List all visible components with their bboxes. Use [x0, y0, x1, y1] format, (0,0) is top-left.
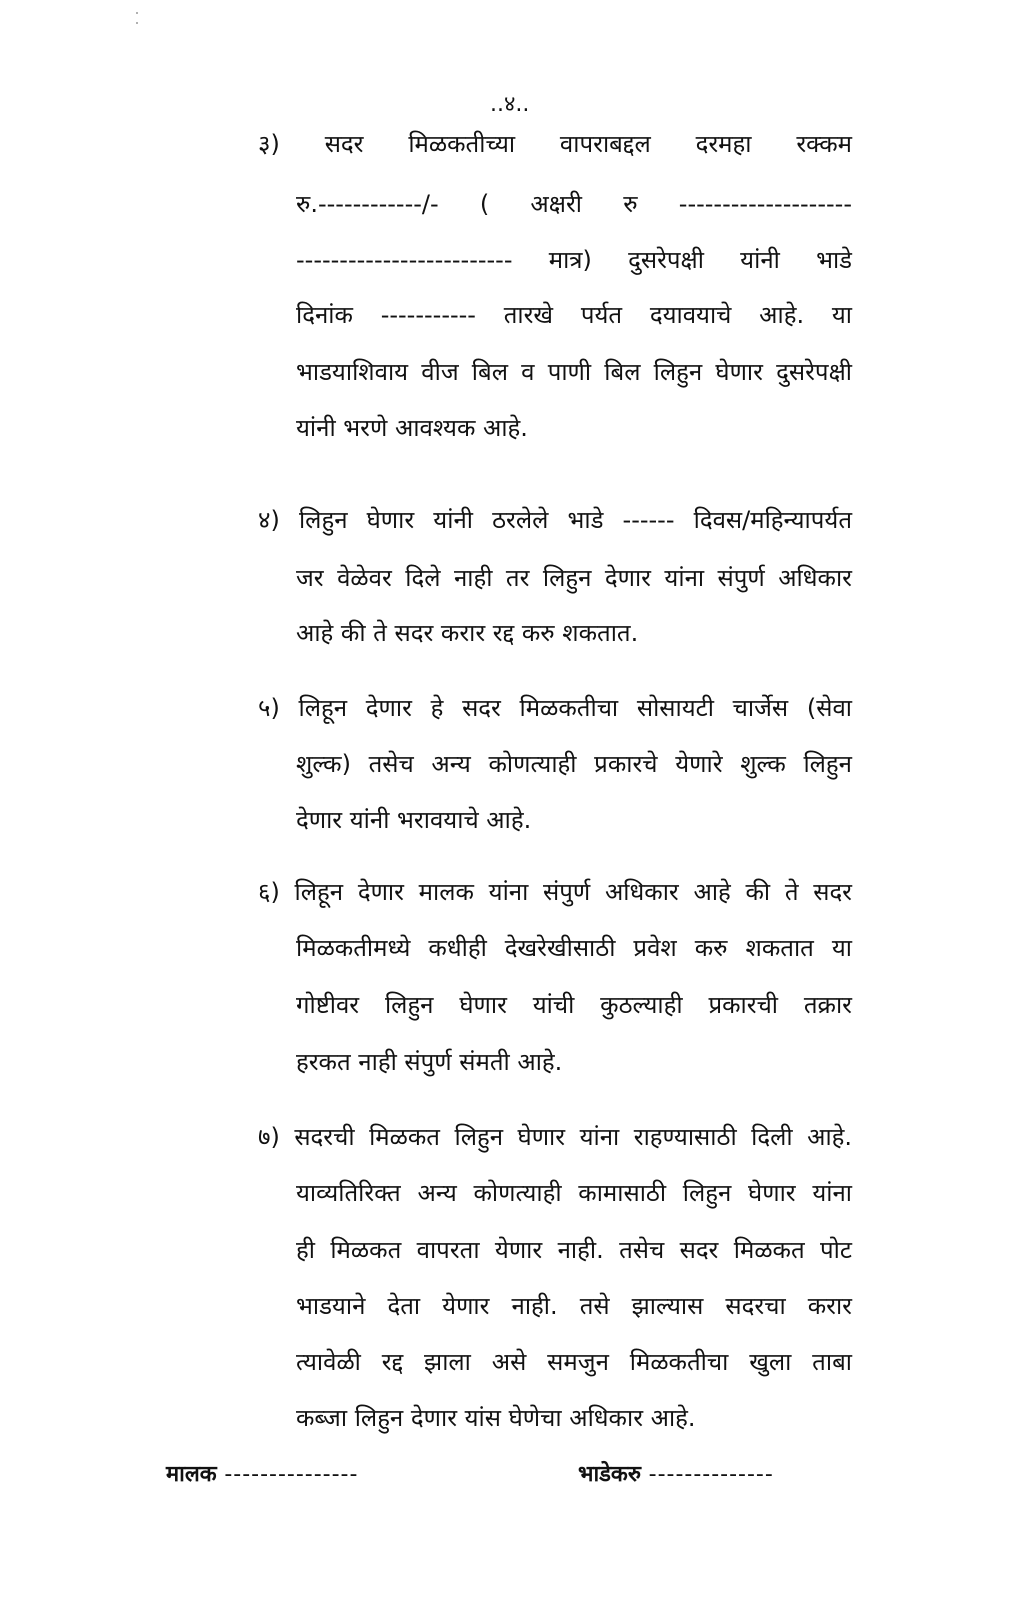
- text-line: ------------------------- मात्र) दुसरेपक्षी यांनी भाडे: [296, 246, 852, 274]
- text-line: ४) लिहुन घेणार यांनी ठरलेले भाडे ------ दिवस/महिन्यापर्यत: [258, 506, 852, 534]
- text-line: आहे की ते सदर करार रद्द करु शकतात.: [296, 619, 639, 647]
- text-line: कब्जा लिहुन देणार यांस घेणेचा अधिकार आहे.: [296, 1404, 696, 1432]
- text-line: रु.------------/- ( अक्षरी रु --------------------: [296, 190, 852, 218]
- text-line: गोष्टीवर लिहुन घेणार यांची कुठल्याही प्रकारची तक्रार: [296, 991, 852, 1019]
- text-line: मिळकतीमध्ये कधीही देखरेखीसाठी प्रवेश करु शकतात या: [296, 934, 852, 962]
- page-number: ..४..: [490, 92, 530, 117]
- text-line: याव्यतिरिक्त अन्य कोणत्याही कामासाठी लिहुन घेणार यांना: [296, 1179, 852, 1207]
- text-line: जर वेळेवर दिले नाही तर लिहुन देणार यांना संपुर्ण अधिकार: [296, 564, 852, 592]
- tenant-signature-line: [578, 1458, 774, 1488]
- text-line: ७) सदरची मिळकत लिहुन घेणार यांना राहण्यासाठी दिली आहे.: [258, 1123, 852, 1151]
- tenant-label: भाडेकरु: [578, 1462, 641, 1487]
- owner-signature-blank: ---------------: [224, 1462, 359, 1487]
- text-line: ही मिळकत वापरता येणार नाही. तसेच सदर मिळकत पोट: [296, 1236, 852, 1264]
- scan-speck: [136, 12, 138, 14]
- tenant-signature-blank: --------------: [648, 1462, 774, 1487]
- scan-speck: [136, 22, 138, 24]
- text-line: यांनी भरणे आवश्यक आहे.: [296, 414, 528, 442]
- text-line: भाडयाने देता येणार नाही. तसे झाल्यास सदरचा करार: [296, 1292, 852, 1320]
- text-line: भाडयाशिवाय वीज बिल व पाणी बिल लिहुन घेणार दुसरेपक्षी: [296, 358, 852, 386]
- text-line: हरकत नाही संपुर्ण संमती आहे.: [296, 1048, 563, 1076]
- text-line: देणार यांनी भरावयाचे आहे.: [296, 806, 532, 834]
- text-line: ३) सदर मिळकतीच्या वापराबद्दल दरमहा रक्कम: [258, 130, 852, 158]
- text-line: दिनांक ----------- तारखे पर्यत दयावयाचे आहे. या: [296, 301, 852, 329]
- text-line: शुल्क) तसेच अन्य कोणत्याही प्रकारचे येणारे शुल्क लिहुन: [296, 750, 852, 778]
- owner-label: मालक: [166, 1462, 217, 1487]
- text-line: ५) लिहून देणार हे सदर मिळकतीचा सोसायटी चार्जेस (सेवा: [258, 694, 852, 722]
- text-line: ६) लिहून देणार मालक यांना संपुर्ण अधिकार आहे की ते सदर: [258, 878, 852, 906]
- text-line: त्यावेळी रद्द झाला असे समजुन मिळकतीचा खुला ताबा: [296, 1348, 852, 1376]
- owner-signature-line: [166, 1458, 358, 1488]
